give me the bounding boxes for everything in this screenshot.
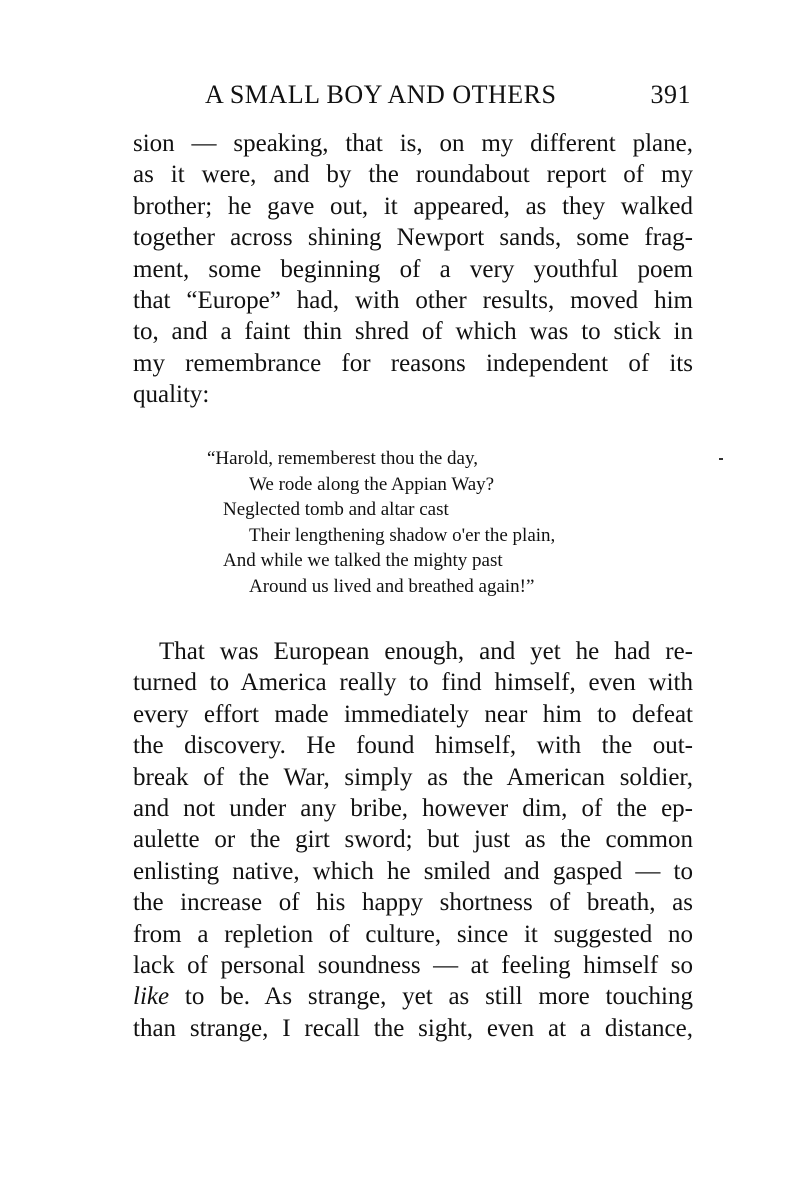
text-line: turned to America really to find himself, even with [133,669,693,697]
page-number: 391 [650,80,691,109]
text-line: break of the War, simply as the American soldier, [133,763,693,791]
text-line: the increase of his happy shortness of breath, as [133,889,693,917]
stray-mark [719,458,723,460]
text-line: aulette or the girt sword; but just as the common [133,826,693,854]
poem-line: Neglected tomb and altar cast [223,499,449,521]
text-line: sion — speaking, that is, on my different plane, [133,130,693,157]
book-title: A SMALL BOY AND OTHERS [205,80,557,109]
text-line: than strange, I recall the sight, even at a distance, [133,1014,693,1042]
text-line [133,981,693,1012]
text-line: That was European enough, and yet he had re- [159,638,693,665]
text-line: brother; he gave out, it appeared, as they walked [133,192,693,220]
text-line: my remembrance for reasons independent of its [133,349,693,377]
text-line: ment, some beginning of a very youthful poem [133,255,693,283]
poem-line: We rode along the Appian Way? [249,473,495,495]
text-line: the discovery. He found himself, with the out- [133,732,693,760]
text-line: every effort made immediately near him to defeat [133,700,693,728]
text-fragment: to be. As strange, yet as still more touching [184,983,693,1011]
italic-word: like [133,983,170,1011]
poem-line: Their lengthening shadow o'er the plain, [249,524,556,546]
text-line: as it were, and by the roundabout report of my [133,161,693,189]
text-line: from a repletion of culture, since it suggested no [133,920,693,948]
paragraph-1 [133,128,693,411]
text-line: and not under any bribe, however dim, of the ep- [133,794,693,822]
text-line: to, and a faint thin shred of which was to stick in [133,318,693,346]
poem-quote [207,446,647,600]
text-line: that “Europe” had, with other results, moved him [133,286,693,314]
poem-line: Around us lived and breathed again!” [249,575,535,597]
text-line: quality: [133,381,210,409]
paragraph-2 [133,636,693,1044]
poem-line: And while we talked the mighty past [223,550,503,572]
text-line: together across shining Newport sands, some frag- [133,224,693,252]
text-line: enlisting native, which he smiled and gasped — to [133,857,693,885]
text-line: lack of personal soundness — at feeling himself so [133,951,693,979]
poem-line: “Harold, rememberest thou the day, [207,448,479,469]
